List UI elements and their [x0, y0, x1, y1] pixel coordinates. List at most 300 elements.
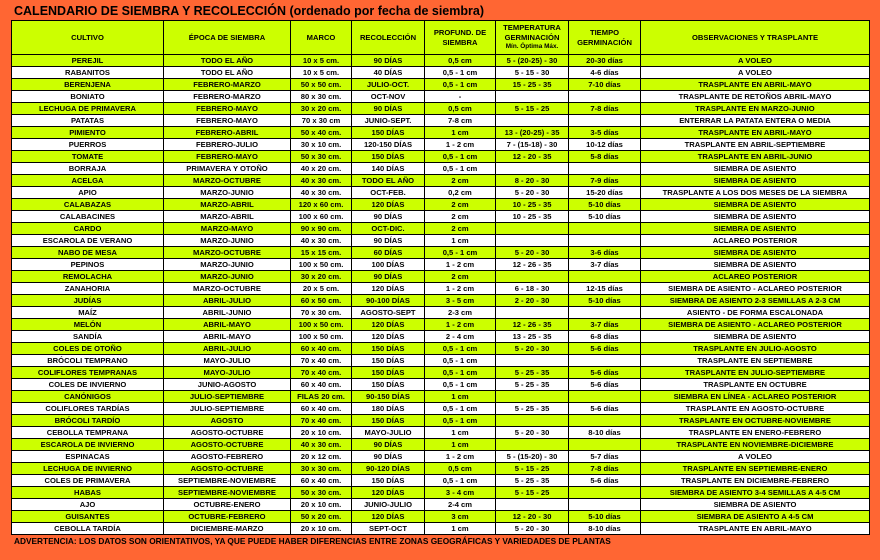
cell-epoca: AGOSTO-OCTUBRE — [164, 463, 291, 475]
cell-cultivo: PEPINOS — [12, 259, 164, 271]
table-row — [12, 319, 870, 331]
cell-profundidad: 3 cm — [425, 511, 496, 523]
table-row — [12, 247, 870, 259]
cell-profundidad: 1 - 2 cm — [425, 451, 496, 463]
cell-profundidad: 0,5 cm — [425, 103, 496, 115]
cell-tiempo: 7-9 días — [569, 175, 641, 187]
cell-epoca: OCTUBRE-ENERO — [164, 499, 291, 511]
cell-observaciones: TRASPLANTE EN ABRIL-SEPTIEMBRE — [641, 139, 870, 151]
cell-tiempo: 5-6 días — [569, 475, 641, 487]
cell-cultivo: AJO — [12, 499, 164, 511]
table-row — [12, 331, 870, 343]
cell-cultivo: REMOLACHA — [12, 271, 164, 283]
header-temperatura-text: TEMPERATURA GERMINACIÓN — [503, 23, 561, 42]
cell-temperatura: 13 - (20-25) - 35 — [496, 127, 569, 139]
cell-observaciones: SIEMBRA DE ASIENTO 3-4 SEMILLAS A 4-5 CM — [641, 487, 870, 499]
cell-temperatura: 12 - 26 - 35 — [496, 259, 569, 271]
cell-recoleccion: TODO EL AÑO — [352, 175, 425, 187]
cell-temperatura: 5 - 25 - 35 — [496, 379, 569, 391]
table-row — [12, 283, 870, 295]
cell-tiempo: 5-8 días — [569, 151, 641, 163]
cell-observaciones: SIEMBRA EN LÍNEA - ACLAREO POSTERIOR — [641, 391, 870, 403]
cell-marco: 40 x 30 cm. — [291, 235, 352, 247]
cell-tiempo — [569, 115, 641, 127]
cell-observaciones: TRASPLANTE EN DICIEMBRE-FEBRERO — [641, 475, 870, 487]
cell-observaciones: TRASPLANTE EN ABRIL-MAYO — [641, 127, 870, 139]
cell-recoleccion: 100 DÍAS — [352, 259, 425, 271]
cell-observaciones: A VOLEO — [641, 451, 870, 463]
cell-tiempo — [569, 415, 641, 427]
cell-tiempo — [569, 223, 641, 235]
cell-observaciones: SIEMBRA DE ASIENTO 2-3 SEMILLAS A 2-3 CM — [641, 295, 870, 307]
cell-cultivo: BORRAJA — [12, 163, 164, 175]
cell-profundidad: 0,5 - 1 cm — [425, 67, 496, 79]
cell-profundidad: 0,5 cm — [425, 55, 496, 67]
cell-observaciones: TRASPLANTE EN ABRIL-JUNIO — [641, 151, 870, 163]
cell-temperatura: 12 - 26 - 35 — [496, 319, 569, 331]
cell-tiempo: 8-10 días — [569, 523, 641, 535]
table-row — [12, 67, 870, 79]
cell-marco: 60 x 40 cm. — [291, 475, 352, 487]
cell-temperatura: 12 - 20 - 35 — [496, 151, 569, 163]
cell-observaciones: ACLAREO POSTERIOR — [641, 271, 870, 283]
cell-epoca: ABRIL-MAYO — [164, 331, 291, 343]
cell-temperatura: 5 - 25 - 35 — [496, 475, 569, 487]
cell-epoca: ABRIL-JUNIO — [164, 307, 291, 319]
cell-marco: 90 x 90 cm. — [291, 223, 352, 235]
cell-recoleccion: 90 DÍAS — [352, 235, 425, 247]
table-row — [12, 367, 870, 379]
cell-temperatura: 7 - (15-18) - 30 — [496, 139, 569, 151]
cell-profundidad: 0,5 - 1 cm — [425, 163, 496, 175]
header-observaciones: OBSERVACIONES Y TRASPLANTE — [641, 21, 870, 55]
cell-observaciones: SIEMBRA DE ASIENTO A 4-5 CM — [641, 511, 870, 523]
cell-observaciones: TRASPLANTE EN ENERO-FEBRERO — [641, 427, 870, 439]
table-row — [12, 115, 870, 127]
cell-epoca: JUNIO-AGOSTO — [164, 379, 291, 391]
cell-temperatura: 2 - 20 - 30 — [496, 295, 569, 307]
cell-temperatura — [496, 91, 569, 103]
cell-marco: 50 x 20 cm. — [291, 511, 352, 523]
table-row — [12, 235, 870, 247]
cell-observaciones: A VOLEO — [641, 67, 870, 79]
cell-tiempo: 5-10 días — [569, 199, 641, 211]
cell-cultivo: SANDÍA — [12, 331, 164, 343]
cell-observaciones: SIEMBRA DE ASIENTO — [641, 175, 870, 187]
cell-profundidad: 0,5 - 1 cm — [425, 379, 496, 391]
cell-tiempo: 3-6 días — [569, 247, 641, 259]
cell-cultivo: NABO DE MESA — [12, 247, 164, 259]
table-row — [12, 163, 870, 175]
cell-recoleccion: 60 DÍAS — [352, 247, 425, 259]
cell-epoca: MARZO-ABRIL — [164, 211, 291, 223]
cell-epoca: MARZO-OCTUBRE — [164, 175, 291, 187]
cell-temperatura: 13 - 25 - 35 — [496, 331, 569, 343]
cell-tiempo: 12-15 días — [569, 283, 641, 295]
cell-epoca: JULIO-SEPTIEMBRE — [164, 403, 291, 415]
cell-cultivo: CANÓNIGOS — [12, 391, 164, 403]
page-title — [14, 4, 484, 18]
cell-observaciones: SIEMBRA DE ASIENTO — [641, 163, 870, 175]
cell-profundidad: 0,5 - 1 cm — [425, 247, 496, 259]
cell-epoca: SEPTIEMBRE-NOVIEMBRE — [164, 475, 291, 487]
cell-profundidad: 0,5 cm — [425, 463, 496, 475]
title-text: CALENDARIO DE SIEMBRA Y RECOLECCIÓN — [14, 4, 287, 18]
cell-profundidad: 1 - 2 cm — [425, 283, 496, 295]
cell-recoleccion: OCT-NOV — [352, 91, 425, 103]
cell-tiempo: 3-7 días — [569, 319, 641, 331]
cell-tiempo: 20-30 días — [569, 55, 641, 67]
cell-cultivo: CALABAZAS — [12, 199, 164, 211]
table-row — [12, 379, 870, 391]
cell-recoleccion: 120 DÍAS — [352, 511, 425, 523]
table-row — [12, 463, 870, 475]
cell-observaciones: TRASPLANTE EN NOVIEMBRE-DICIEMBRE — [641, 439, 870, 451]
cell-temperatura — [496, 391, 569, 403]
cell-temperatura — [496, 223, 569, 235]
cell-marco: 100 x 50 cm. — [291, 319, 352, 331]
cell-profundidad: 0,5 - 1 cm — [425, 151, 496, 163]
cell-epoca: FEBRERO-MAYO — [164, 103, 291, 115]
cell-cultivo: GUISANTES — [12, 511, 164, 523]
cell-recoleccion: 150 DÍAS — [352, 475, 425, 487]
cell-tiempo — [569, 355, 641, 367]
table-row — [12, 55, 870, 67]
header-recoleccion: RECOLECCIÓN — [352, 21, 425, 55]
table-row — [12, 475, 870, 487]
cell-marco: 100 x 50 cm. — [291, 259, 352, 271]
header-epoca: ÉPOCA DE SIEMBRA — [164, 21, 291, 55]
cell-cultivo: HABAS — [12, 487, 164, 499]
cell-profundidad: 2 - 4 cm — [425, 331, 496, 343]
cell-temperatura: 5 - (15-20) - 30 — [496, 451, 569, 463]
cell-temperatura: 5 - 20 - 30 — [496, 427, 569, 439]
cell-tiempo: 5-7 días — [569, 451, 641, 463]
cell-cultivo: MELÓN — [12, 319, 164, 331]
table-row — [12, 391, 870, 403]
cell-marco: 40 x 30 cm. — [291, 175, 352, 187]
cell-cultivo: MAÍZ — [12, 307, 164, 319]
cell-epoca: FEBRERO-MARZO — [164, 79, 291, 91]
cell-epoca: FEBRERO-MAYO — [164, 151, 291, 163]
cell-cultivo: COLES DE INVIERNO — [12, 379, 164, 391]
cell-temperatura: 5 - 15 - 25 — [496, 487, 569, 499]
cell-tiempo: 5-10 días — [569, 211, 641, 223]
table-row — [12, 223, 870, 235]
cell-recoleccion: JUNIO-SEPT. — [352, 115, 425, 127]
table-row — [12, 403, 870, 415]
cell-recoleccion: 120 DÍAS — [352, 283, 425, 295]
cell-cultivo: JUDÍAS — [12, 295, 164, 307]
cell-observaciones: TRASPLANTE EN SEPTIEMBRE — [641, 355, 870, 367]
cell-marco: 40 x 30 cm. — [291, 187, 352, 199]
cell-epoca: AGOSTO-OCTUBRE — [164, 439, 291, 451]
cell-temperatura: 5 - 20 - 30 — [496, 247, 569, 259]
cell-cultivo: APIO — [12, 187, 164, 199]
cell-tiempo: 7-8 días — [569, 103, 641, 115]
cell-epoca: MARZO-JUNIO — [164, 187, 291, 199]
cell-tiempo: 10-12 días — [569, 139, 641, 151]
cell-recoleccion: 150 DÍAS — [352, 127, 425, 139]
cell-temperatura: 5 - 15 - 25 — [496, 103, 569, 115]
table-row — [12, 427, 870, 439]
cell-recoleccion: 150 DÍAS — [352, 151, 425, 163]
cell-recoleccion: 90-150 DÍAS — [352, 391, 425, 403]
cell-tiempo — [569, 499, 641, 511]
cell-recoleccion: JUNIO-JULIO — [352, 499, 425, 511]
cell-cultivo: ESCAROLA DE VERANO — [12, 235, 164, 247]
cell-observaciones: SIEMBRA DE ASIENTO - ACLAREO POSTERIOR — [641, 319, 870, 331]
cell-recoleccion: 150 DÍAS — [352, 367, 425, 379]
cell-observaciones: SIEMBRA DE ASIENTO — [641, 331, 870, 343]
table-header — [12, 21, 870, 55]
cell-profundidad: 1 cm — [425, 127, 496, 139]
cell-marco: 20 x 10 cm. — [291, 523, 352, 535]
table-row — [12, 415, 870, 427]
cell-tiempo — [569, 163, 641, 175]
cell-temperatura — [496, 163, 569, 175]
cell-epoca: OCTUBRE-FEBRERO — [164, 511, 291, 523]
cell-recoleccion: 150 DÍAS — [352, 415, 425, 427]
cell-epoca: FEBRERO-MAYO — [164, 115, 291, 127]
cell-marco: 120 x 60 cm. — [291, 199, 352, 211]
cell-observaciones: SIEMBRA DE ASIENTO — [641, 199, 870, 211]
cell-marco: 60 x 40 cm. — [291, 343, 352, 355]
cell-tiempo: 5-6 días — [569, 367, 641, 379]
cell-cultivo: BERENJENA — [12, 79, 164, 91]
cell-recoleccion: 120 DÍAS — [352, 331, 425, 343]
cell-temperatura — [496, 415, 569, 427]
cell-marco: 100 x 50 cm. — [291, 331, 352, 343]
cell-marco: 15 x 15 cm. — [291, 247, 352, 259]
cell-cultivo: ACELGA — [12, 175, 164, 187]
cell-observaciones: SIEMBRA DE ASIENTO - ACLAREO POSTERIOR — [641, 283, 870, 295]
cell-temperatura — [496, 115, 569, 127]
cell-marco: 10 x 5 cm. — [291, 67, 352, 79]
cell-observaciones: A VOLEO — [641, 55, 870, 67]
cell-marco: 20 x 12 cm. — [291, 451, 352, 463]
cell-profundidad: 0,5 - 1 cm — [425, 403, 496, 415]
cell-epoca: ABRIL-JULIO — [164, 343, 291, 355]
cell-epoca: TODO EL AÑO — [164, 67, 291, 79]
cell-recoleccion: 90 DÍAS — [352, 211, 425, 223]
cell-recoleccion: 90 DÍAS — [352, 103, 425, 115]
cell-profundidad: 1 - 2 cm — [425, 139, 496, 151]
table-row — [12, 139, 870, 151]
cell-temperatura: 5 - 25 - 35 — [496, 367, 569, 379]
cell-marco: 50 x 30 cm. — [291, 151, 352, 163]
cell-profundidad: 3 - 5 cm — [425, 295, 496, 307]
cell-marco: 50 x 40 cm. — [291, 127, 352, 139]
cell-profundidad: 1 - 2 cm — [425, 319, 496, 331]
cell-epoca: AGOSTO — [164, 415, 291, 427]
cell-profundidad: 1 cm — [425, 523, 496, 535]
cell-profundidad: 3 - 4 cm — [425, 487, 496, 499]
sowing-calendar-table — [11, 20, 870, 535]
cell-observaciones: ENTERRAR LA PATATA ENTERA O MEDIA — [641, 115, 870, 127]
cell-cultivo: CEBOLLA TARDÍA — [12, 523, 164, 535]
cell-recoleccion: 120 DÍAS — [352, 319, 425, 331]
header-temperatura-sub: Mín. Óptima Máx. — [505, 43, 559, 51]
table-row — [12, 487, 870, 499]
cell-marco: 70 x 40 cm. — [291, 367, 352, 379]
table-row — [12, 91, 870, 103]
title-subtitle: (ordenado por fecha de siembra) — [289, 4, 484, 18]
table-row — [12, 199, 870, 211]
table-row — [12, 343, 870, 355]
cell-profundidad: 0,5 - 1 cm — [425, 343, 496, 355]
cell-recoleccion: 90-100 DÍAS — [352, 295, 425, 307]
cell-profundidad: 2-4 cm — [425, 499, 496, 511]
table-row — [12, 211, 870, 223]
cell-epoca: MAYO-JULIO — [164, 355, 291, 367]
cell-temperatura — [496, 499, 569, 511]
cell-temperatura — [496, 439, 569, 451]
table-row — [12, 175, 870, 187]
cell-recoleccion: 120-150 DÍAS — [352, 139, 425, 151]
header-tiempo-text: TIEMPO GERMINACIÓN — [577, 28, 632, 47]
cell-marco: 50 x 50 cm. — [291, 79, 352, 91]
header-temperatura — [496, 21, 569, 55]
cell-recoleccion: SEPT-OCT — [352, 523, 425, 535]
cell-marco: 10 x 5 cm. — [291, 55, 352, 67]
cell-temperatura — [496, 271, 569, 283]
cell-profundidad: 0,5 - 1 cm — [425, 79, 496, 91]
cell-tiempo: 7-8 días — [569, 463, 641, 475]
cell-profundidad: 0,5 - 1 cm — [425, 355, 496, 367]
cell-cultivo: PEREJIL — [12, 55, 164, 67]
cell-tiempo: 15-20 días — [569, 187, 641, 199]
cell-cultivo: ESCAROLA DE INVIERNO — [12, 439, 164, 451]
cell-tiempo: 6-8 días — [569, 331, 641, 343]
cell-observaciones: ACLAREO POSTERIOR — [641, 235, 870, 247]
table-row — [12, 511, 870, 523]
cell-temperatura: 5 - 15 - 25 — [496, 463, 569, 475]
table-body — [12, 55, 870, 535]
cell-temperatura: 10 - 25 - 35 — [496, 199, 569, 211]
cell-observaciones: SIEMBRA DE ASIENTO — [641, 223, 870, 235]
cell-marco: FILAS 20 cm. — [291, 391, 352, 403]
cell-profundidad: 7-8 cm — [425, 115, 496, 127]
cell-observaciones: TRASPLANTE EN SEPTIEMBRE-ENERO — [641, 463, 870, 475]
cell-tiempo — [569, 235, 641, 247]
cell-temperatura — [496, 355, 569, 367]
cell-observaciones: SIEMBRA DE ASIENTO — [641, 247, 870, 259]
cell-temperatura: 8 - 20 - 30 — [496, 175, 569, 187]
cell-cultivo: PATATAS — [12, 115, 164, 127]
cell-epoca: AGOSTO-FEBRERO — [164, 451, 291, 463]
cell-recoleccion: 150 DÍAS — [352, 355, 425, 367]
table-row — [12, 439, 870, 451]
cell-epoca: MARZO-JUNIO — [164, 271, 291, 283]
cell-epoca: FEBRERO-JULIO — [164, 139, 291, 151]
cell-marco: 30 x 30 cm. — [291, 463, 352, 475]
cell-temperatura: 5 - 20 - 30 — [496, 523, 569, 535]
table-row — [12, 295, 870, 307]
cell-epoca: FEBRERO-MARZO — [164, 91, 291, 103]
cell-cultivo: RABANITOS — [12, 67, 164, 79]
cell-observaciones: TRASPLANTE A LOS DOS MESES DE LA SIEMBRA — [641, 187, 870, 199]
cell-temperatura: 6 - 18 - 30 — [496, 283, 569, 295]
cell-profundidad: 1 - 2 cm — [425, 259, 496, 271]
cell-profundidad: 0,5 - 1 cm — [425, 475, 496, 487]
cell-marco: 60 x 50 cm. — [291, 295, 352, 307]
cell-profundidad: 1 cm — [425, 235, 496, 247]
cell-epoca: JULIO-SEPTIEMBRE — [164, 391, 291, 403]
cell-recoleccion: 90 DÍAS — [352, 439, 425, 451]
table-row — [12, 151, 870, 163]
cell-cultivo: LECHUGA DE INVIERNO — [12, 463, 164, 475]
table-row — [12, 451, 870, 463]
cell-temperatura: 5 - 20 - 30 — [496, 343, 569, 355]
cell-profundidad: 1 cm — [425, 439, 496, 451]
cell-tiempo: 3-7 días — [569, 259, 641, 271]
cell-recoleccion: 150 DÍAS — [352, 343, 425, 355]
cell-recoleccion: 120 DÍAS — [352, 487, 425, 499]
cell-epoca: FEBRERO-ABRIL — [164, 127, 291, 139]
cell-profundidad: 2 cm — [425, 223, 496, 235]
cell-tiempo — [569, 439, 641, 451]
cell-epoca: MAYO-JULIO — [164, 367, 291, 379]
cell-profundidad: 2 cm — [425, 271, 496, 283]
header-marco: MARCO — [291, 21, 352, 55]
cell-tiempo: 5-10 días — [569, 295, 641, 307]
cell-observaciones: TRASPLANTE EN ABRIL-MAYO — [641, 79, 870, 91]
cell-recoleccion: OCT-FEB. — [352, 187, 425, 199]
header-cultivo: CULTIVO — [12, 21, 164, 55]
cell-marco: 50 x 30 cm. — [291, 487, 352, 499]
cell-cultivo: ZANAHORIA — [12, 283, 164, 295]
cell-marco: 30 x 20 cm. — [291, 271, 352, 283]
cell-observaciones: TRASPLANTE EN AGOSTO-OCTUBRE — [641, 403, 870, 415]
cell-marco: 20 x 5 cm. — [291, 283, 352, 295]
cell-observaciones: TRASPLANTE EN ABRIL-MAYO — [641, 523, 870, 535]
cell-marco: 40 x 30 cm. — [291, 439, 352, 451]
table-row — [12, 499, 870, 511]
cell-epoca: AGOSTO-OCTUBRE — [164, 427, 291, 439]
cell-observaciones: TRASPLANTE EN OCTUBRE-NOVIEMBRE — [641, 415, 870, 427]
cell-temperatura: 5 - 25 - 35 — [496, 403, 569, 415]
cell-epoca: MARZO-OCTUBRE — [164, 247, 291, 259]
cell-epoca: DICIEMBRE-MARZO — [164, 523, 291, 535]
cell-cultivo: LECHUGA DE PRIMAVERA — [12, 103, 164, 115]
cell-marco: 20 x 10 cm. — [291, 499, 352, 511]
cell-epoca: ABRIL-MAYO — [164, 319, 291, 331]
cell-epoca: MARZO-MAYO — [164, 223, 291, 235]
cell-epoca: MARZO-ABRIL — [164, 199, 291, 211]
cell-marco: 70 x 40 cm. — [291, 415, 352, 427]
cell-cultivo: COLES DE PRIMAVERA — [12, 475, 164, 487]
cell-recoleccion: OCT-DIC. — [352, 223, 425, 235]
cell-epoca: PRIMAVERA Y OTOÑO — [164, 163, 291, 175]
cell-tiempo — [569, 487, 641, 499]
cell-marco: 80 x 30 cm. — [291, 91, 352, 103]
cell-tiempo: 3-5 días — [569, 127, 641, 139]
cell-profundidad: 2 cm — [425, 175, 496, 187]
cell-tiempo — [569, 91, 641, 103]
cell-profundidad: 1 cm — [425, 391, 496, 403]
table-row — [12, 523, 870, 535]
cell-profundidad: 2 cm — [425, 199, 496, 211]
table-row — [12, 127, 870, 139]
cell-marco: 70 x 40 cm. — [291, 355, 352, 367]
cell-temperatura — [496, 235, 569, 247]
cell-profundidad: 2-3 cm — [425, 307, 496, 319]
cell-tiempo — [569, 271, 641, 283]
cell-recoleccion: 140 DÍAS — [352, 163, 425, 175]
cell-temperatura: 15 - 25 - 35 — [496, 79, 569, 91]
cell-cultivo: BRÓCOLI TARDÍO — [12, 415, 164, 427]
